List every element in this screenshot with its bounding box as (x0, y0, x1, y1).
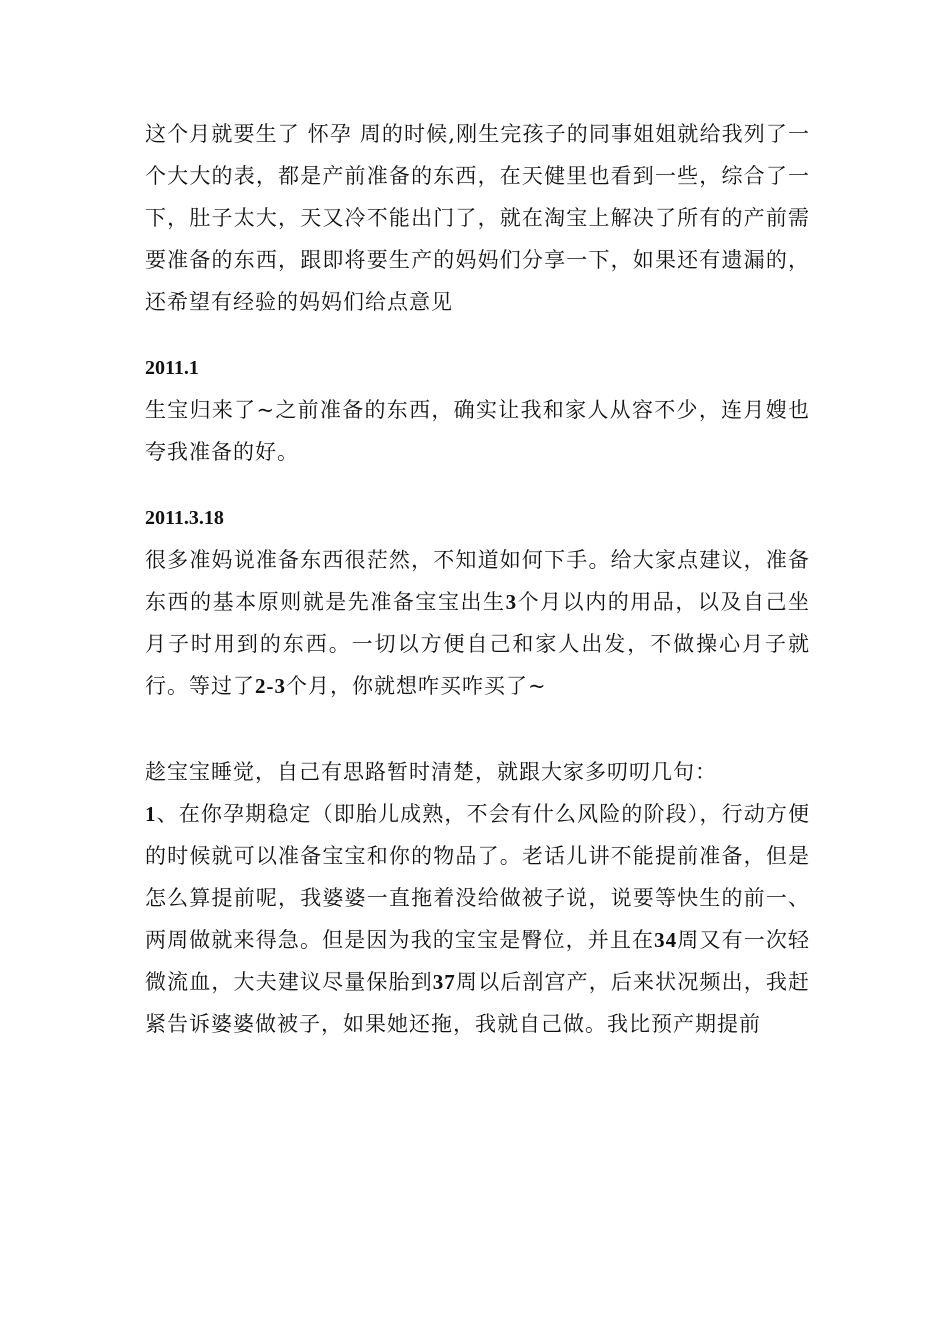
advice-lead: 趁宝宝睡觉，自己有思路暂时清楚，就跟大家多叨叨几句： (145, 760, 717, 784)
update2-text-a: 很多准妈说准备东西很茫然，不知道如何下手。给大家点建议，准备东西的基本原则就是先准备宝宝出生 (145, 548, 810, 614)
week-number-34: 34 (654, 928, 678, 952)
update-date-2: 2011.3.18 (145, 507, 224, 529)
months-number: 3 (505, 590, 518, 614)
update2-text-c: 个月，你就想咋买咋买了~ (286, 674, 547, 698)
spacer (145, 473, 810, 497)
advice-item-1 (145, 793, 810, 1045)
update-paragraph-1: 生宝归来了~之前准备的东西，确实让我和家人从容不少，连月嫂也夸我准备的好。 (145, 398, 810, 464)
advice-item1-text-c: 周以后剖宫产，后来状况频出，我赶紧告诉婆婆做被子，如果她还拖，我就自己做。我比预产期提前 (145, 970, 811, 1036)
months-range: 2-3 (255, 674, 286, 698)
spacer (145, 707, 810, 751)
advice-item1-text-b: 周又有一次轻微流血，大夫建议尽量保胎到 (145, 928, 810, 994)
intro-paragraph: 这个月就要生了 怀孕 周的时候,刚生完孩子的同事姐姐就给我列了一个大大的表，都是产前准备的东西，在天健里也看到一些，综合了一下，肚子太大，天又冷不能出门了，就在淘宝上解决了所有的产前需要准备的东西，跟即将要生产的妈妈们分享一下，如果还有遗漏的，还希望有经验的妈妈们给点意见 (145, 122, 810, 314)
update-paragraph-2 (145, 539, 810, 707)
week-number-37: 37 (432, 970, 456, 994)
item-number: 1 (145, 802, 157, 826)
advice-item1-text-a: 、在你孕期稳定（即胎儿成熟，不会有什么风险的阶段），行动方便的时候就可以准备宝宝和你的物品了。老话儿讲不能提前准备，但是怎么算提前呢，我婆婆一直拖着没给做被子说，说要等快生的前一、两周做就来得急。但是因为我的宝宝是臀位，并且在 (145, 802, 810, 952)
update-date-1: 2011.1 (145, 357, 199, 379)
document-page (145, 113, 810, 1045)
update2-text-b: 个月以内的用品，以及自己坐月子时用到的东西。一切以方便自己和家人出发，不做操心月子就行。等过了 (145, 590, 811, 698)
spacer (145, 323, 810, 347)
